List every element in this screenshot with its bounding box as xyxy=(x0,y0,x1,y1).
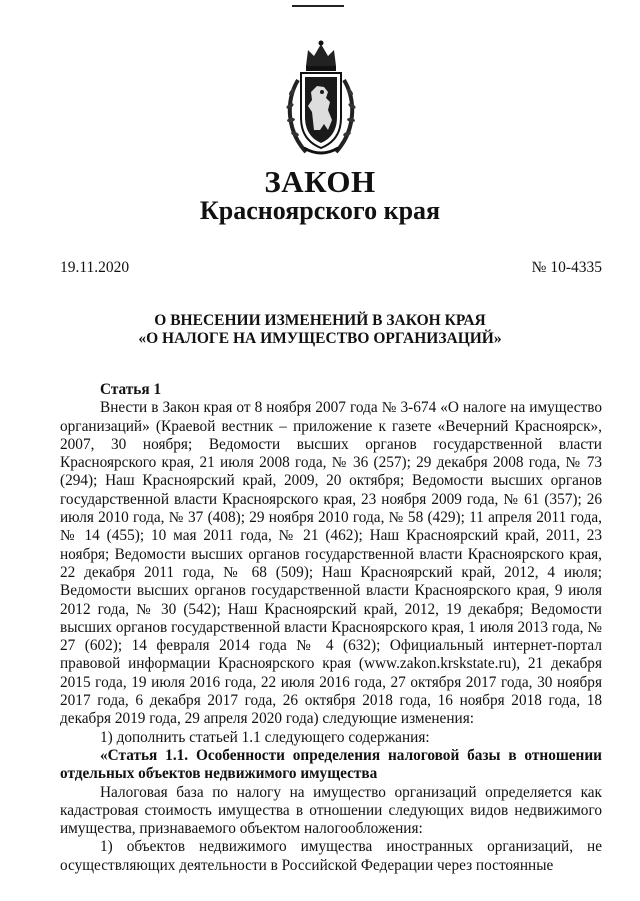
paragraph-amendments: Внести в Закон края от 8 ноября 2007 года № 3-674 «О налоге на имущество организаций» (Краевой вестник – приложение к газете «Вечерний Красноярск», 2007, 30 ноября; Ведомости высших органов государственной власти Красноярского края, 21 июля 2008 года, № 36 (257); 29 декабря 2008 года, № 73 (294); Наш Красноярский край, 2009, 20 октября; Ведомости высших органов государственной власти Красноярского края, 23 ноября 2009 года, № 61 (357); 26 июля 2010 года, № 37 (408); 29 ноября 2010 года, № 58 (429); 11 апреля 2011 года, № 14 (455); 10 мая 2011 года, № 21 (462); Наш Красноярский край, 2011, 23 ноября; Ведомости высших органов государственной власти Красноярского края, 22 декабря 2011 года, № 68 (509); Наш Красноярский край, 2012, 4 июля; Ведомости высших органов государственной власти Красноярского края, 9 июля 2012 года, № 30 (542); Наш Красноярский край, 2012, 19 декабря; Ведомости высших органов государственной власти Красноярского края, 1 июля 2013 года, № 27 (602); 14 февраля 2014 года № 4 (632); Официальный интернет-портал правовой информации Красноярского края (www.zakon.krskstate.ru), 21 декабря 2015 года, 19 июля 2016 года, 22 июля 2016 года, 27 октября 2017 года, 30 ноября 2017 года, 6 декабря 2017 года, 26 октября 2018 года, 16 ноября 2018 года, 18 декабря 2019 года, 29 апреля 2020 года) следующие изменения: xyxy=(60,399,602,728)
law-subject-line-2: «О НАЛОГЕ НА ИМУЩЕСТВО ОРГАНИЗАЦИЙ» xyxy=(138,330,502,347)
law-number: № 10-4335 xyxy=(531,259,602,276)
document-subtitle: Красноярского края xyxy=(199,196,441,225)
list-item-1: 1) дополнить статьей 1.1 следующего содержания: xyxy=(100,728,430,746)
document-title: ЗАКОН xyxy=(264,164,376,199)
new-article-heading: «Статья 1.1. Особенности определения налоговой базы в отношении отдельных объектов недвижимого имущества xyxy=(60,746,602,783)
article-heading: Статья 1 xyxy=(100,381,162,398)
document-body xyxy=(60,381,602,875)
law-subject xyxy=(0,312,640,348)
law-subject-line-1: О ВНЕСЕНИИ ИЗМЕНЕНИЙ В ЗАКОН КРАЯ xyxy=(154,312,486,329)
paragraph-tax-base: Налоговая база по налогу на имущество организаций определяется как кадастровая стоимость имущества в отношении следующих видов недвижимого имущества, признаваемого объектом налогообложения: xyxy=(60,783,602,838)
coat-of-arms-emblem xyxy=(284,40,358,160)
top-rule xyxy=(292,5,344,7)
subitem-1: 1) объектов недвижимого имущества иностранных организаций, не осуществляющих деятельности в Российской Федерации через постоянные xyxy=(60,838,602,874)
law-date: 19.11.2020 xyxy=(60,259,130,276)
